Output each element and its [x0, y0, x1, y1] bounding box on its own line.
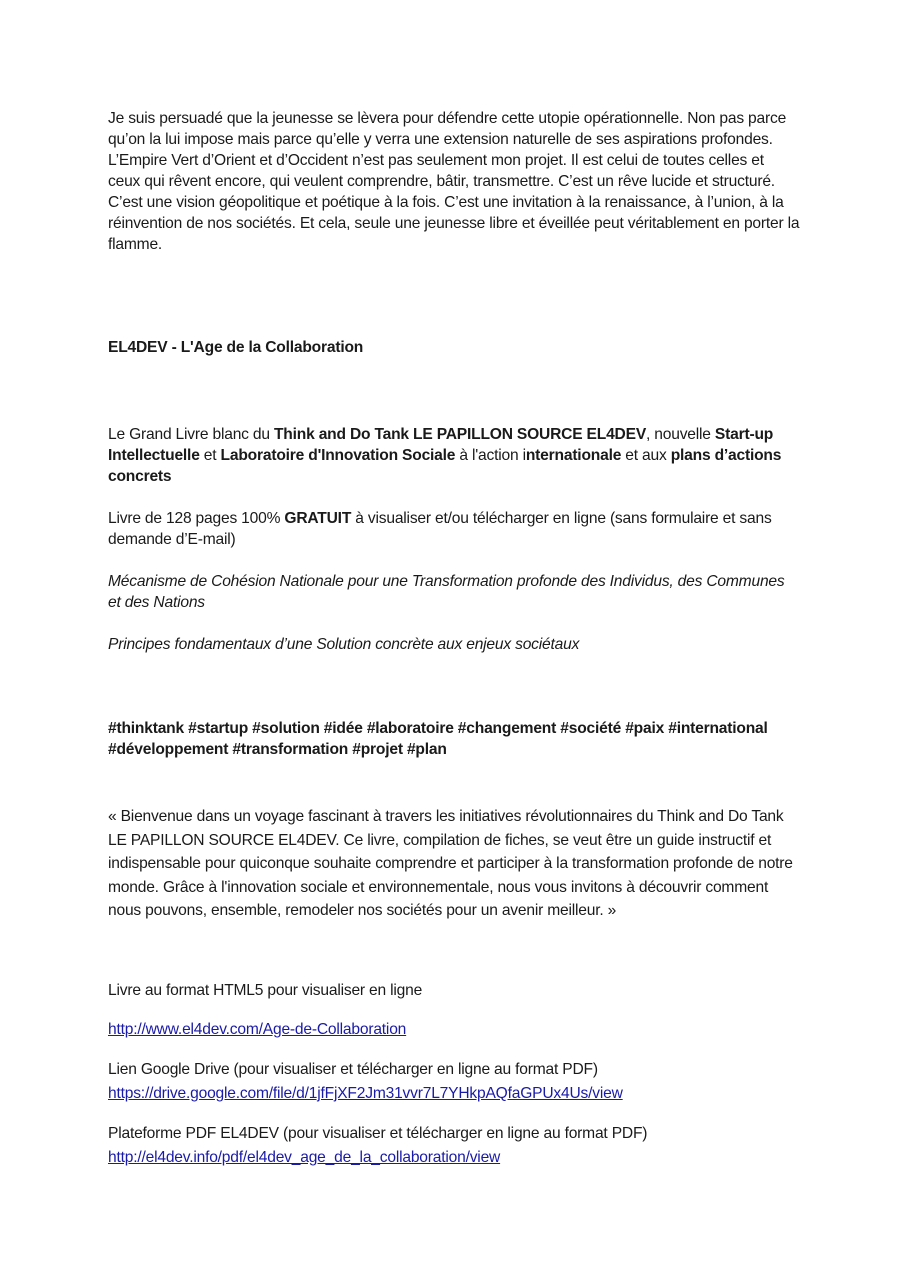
book-intro-paragraph	[108, 424, 800, 487]
free-label: GRATUIT	[284, 510, 352, 527]
book-intro-text-4: à l'action i	[455, 447, 526, 464]
subtitle-cohesion: Mécanisme de Cohésion Nationale pour une Transformation profonde des Individus, des Communes et des Nations	[108, 573, 785, 611]
pdf-platform-link[interactable]: http://el4dev.info/pdf/el4dev_age_de_la_collaboration/view	[108, 1149, 501, 1166]
book-intro-text-5: et aux	[621, 447, 671, 464]
lab-label: Laboratoire d'Innovation Sociale	[220, 447, 456, 464]
startup-label: Start-up Intellectuelle	[108, 426, 774, 464]
book-intro-text-2: , nouvelle	[646, 426, 715, 443]
gdrive-link[interactable]: https://drive.google.com/file/d/1jfFjXF2Jm31vvr7L7YHkpAQfaGPUx4Us/view	[108, 1085, 623, 1102]
welcome-quote: « Bienvenue dans un voyage fascinant à travers les initiatives révolutionnaires du Think and Do Tank LE PAPILLON SOURCE EL4DEV. Ce livre, compilation de fiches, se veut être un guide instructif et indispensable pour quiconque souhaite comprendre et participer à la transformation profonde de notre monde. Grâce à l'innovation sociale et environnementale, nous vous invitons à découvrir comment nous pouvons, ensemble, remodeler nos sociétés pour un avenir meilleur. »	[108, 808, 793, 919]
gdrive-block	[108, 1058, 800, 1106]
hashtags: #thinktank #startup #solution #idée #laboratoire #changement #société #paix #international #développement #transformation #projet #plan	[108, 720, 768, 758]
book-details-text-1: Livre de 128 pages 100%	[108, 510, 285, 527]
book-intro-text-1: Le Grand Livre blanc du	[108, 426, 274, 443]
book-intro-text-3: et	[199, 447, 221, 464]
pdf-platform-block	[108, 1122, 800, 1170]
action-plans-label: plans d’actions concrets	[108, 447, 782, 485]
gdrive-label: Lien Google Drive (pour visualiser et télécharger en ligne au format PDF)	[108, 1061, 598, 1078]
book-details-paragraph	[108, 508, 800, 550]
html5-link[interactable]: http://www.el4dev.com/Age-de-Collaboration	[108, 1021, 407, 1038]
html5-link-line	[108, 1019, 800, 1040]
intro-paragraph: Je suis persuadé que la jeunesse se lèvera pour défendre cette utopie opérationnelle. Non pas parce qu’on la lui impose mais parce qu’elle y verra une extension naturelle de ses aspirations profondes. L’Empire Vert d’Orient et d’Occident n’est pas seulement mon projet. Il est celui de toutes celles et ceux qui rêvent encore, qui veulent comprendre, bâtir, transmettre. C’est un rêve lucide et structuré. C’est une vision géopolitique et poétique à la fois. C’est une invitation à la renaissance, à l’union, à la réinvention de nos sociétés. Et cela, seule une jeunesse libre et éveillée peut véritablement en porter la flamme.	[108, 110, 800, 253]
international-label: nternationale	[525, 447, 622, 464]
html5-label: Livre au format HTML5 pour visualiser en ligne	[108, 982, 423, 999]
think-tank-name: Think and Do Tank LE PAPILLON SOURCE EL4DEV	[273, 426, 647, 443]
section-heading: EL4DEV - L'Age de la Collaboration	[108, 339, 364, 356]
pdf-platform-label: Plateforme PDF EL4DEV (pour visualiser et télécharger en ligne au format PDF)	[108, 1125, 648, 1142]
book-details-text-2: à visualiser et/ou télécharger en ligne (sans formulaire et sans demande d’E-mail)	[108, 510, 772, 548]
subtitle-principles: Principes fondamentaux d’une Solution concrète aux enjeux sociétaux	[108, 636, 580, 653]
